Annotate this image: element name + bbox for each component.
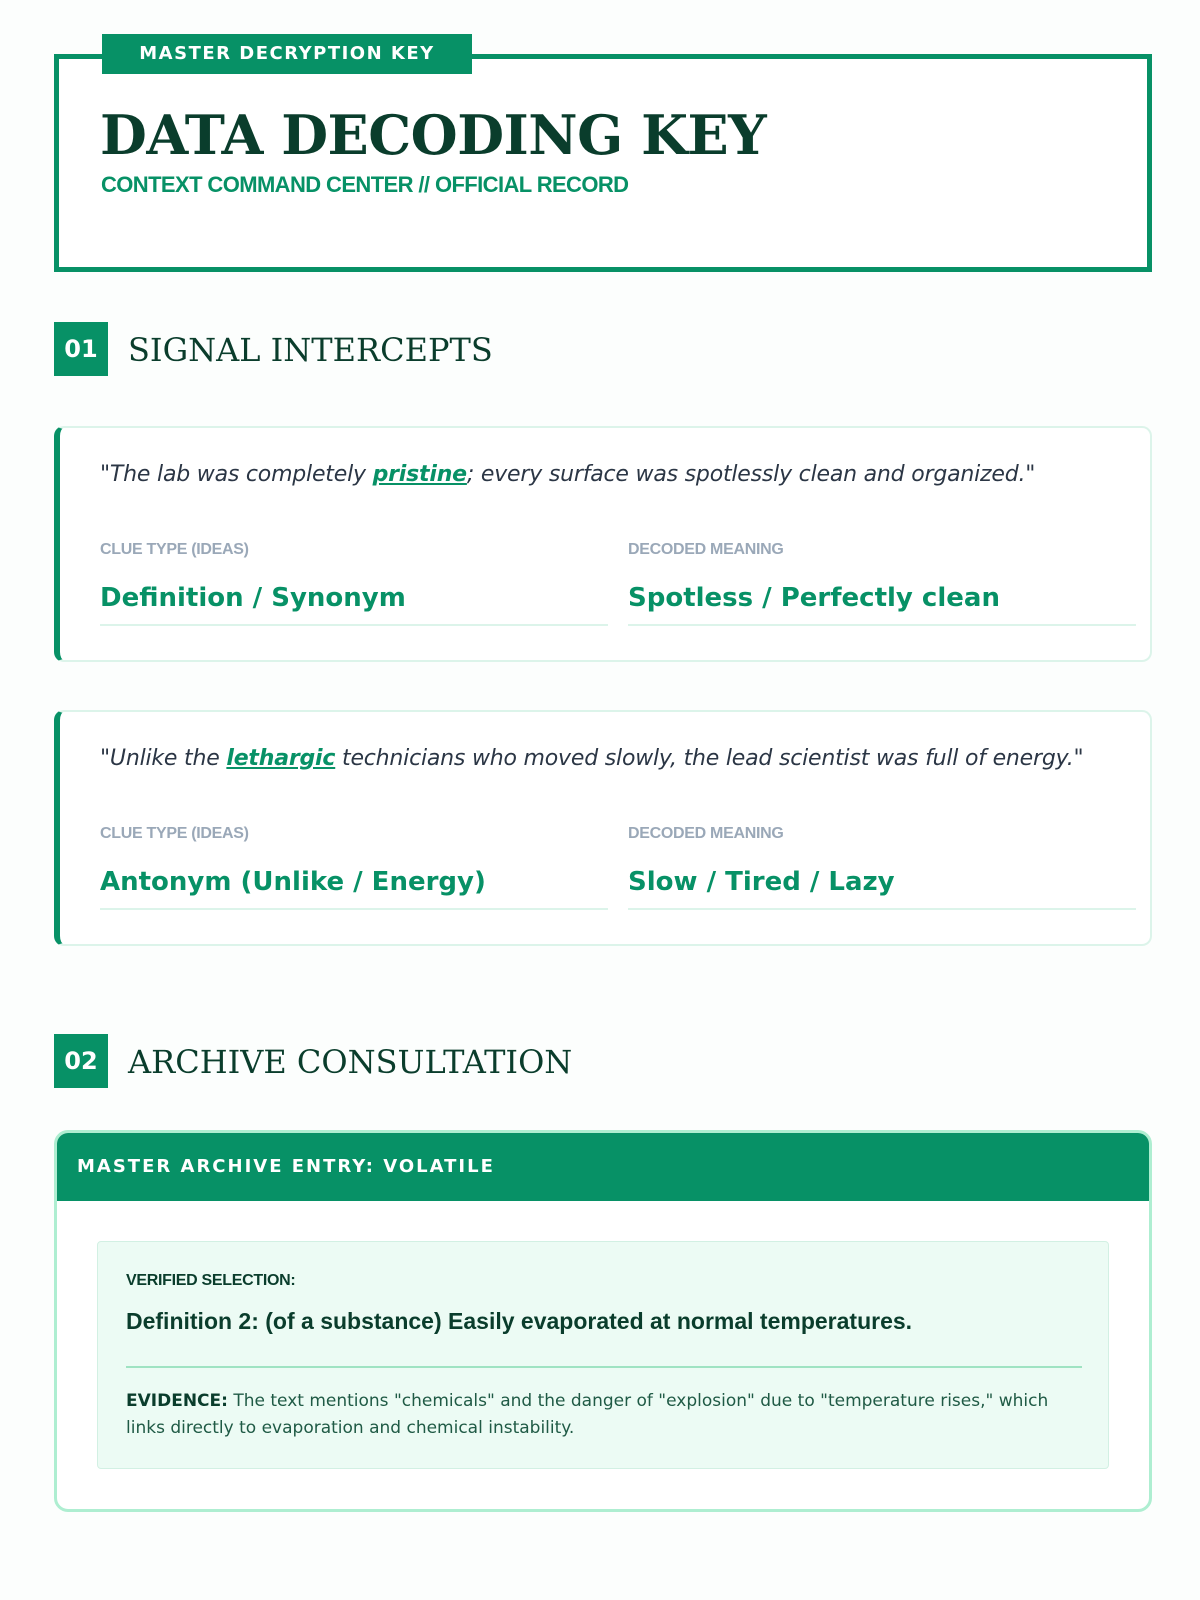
decoded-meaning-field: [628, 540, 1136, 626]
decoded-meaning-label: DECODED MEANING: [628, 825, 784, 842]
clue-type-field: [100, 540, 608, 626]
verified-selection-label: VERIFIED SELECTION:: [126, 1272, 296, 1289]
section-number-02: 02: [54, 1034, 108, 1088]
clue-type-label: CLUE TYPE (IDEAS): [100, 825, 249, 842]
clue-card: [54, 426, 1152, 662]
clue-quote: "The lab was completely pristine; every surface was spotlessly clean and organized.": [100, 462, 1036, 487]
clue-quote: "Unlike the lethargic technicians who moved slowly, the lead scientist was full of energy.": [100, 746, 1084, 771]
section-title-archive-consultation: ARCHIVE CONSULTATION: [128, 1043, 573, 1081]
clue-card: [54, 710, 1152, 946]
page-subtitle: CONTEXT COMMAND CENTER // OFFICIAL RECORD: [101, 172, 629, 197]
section-number-01: 01: [54, 322, 108, 376]
clue-type-value: Definition / Synonym: [100, 582, 608, 626]
clue-type-field: [100, 824, 608, 910]
clue-type-value: Antonym (Unlike / Energy): [100, 866, 608, 910]
header-tab-label: MASTER DECRYPTION KEY: [102, 34, 472, 74]
clue-type-label: CLUE TYPE (IDEAS): [100, 541, 249, 558]
decoded-meaning-value: Slow / Tired / Lazy: [628, 866, 1136, 910]
divider: [126, 1366, 1082, 1368]
archive-entry-header: MASTER ARCHIVE ENTRY: VOLATILE: [57, 1133, 1149, 1201]
decoded-meaning-field: [628, 824, 1136, 910]
verified-selection-box: [97, 1241, 1109, 1469]
evidence-text: EVIDENCE: The text mentions "chemicals" and the danger of "explosion" due to "temperature rises," which links directly to evaporation and chemical instability.: [126, 1391, 1049, 1438]
target-term: pristine: [372, 462, 467, 487]
section-title-signal-intercepts: SIGNAL INTERCEPTS: [128, 331, 493, 369]
verified-definition: Definition 2: (of a substance) Easily evaporated at normal temperatures.: [126, 1308, 913, 1334]
page-title: DATA DECODING KEY: [100, 103, 767, 167]
archive-entry-card: [54, 1130, 1152, 1512]
decoded-meaning-value: Spotless / Perfectly clean: [628, 582, 1136, 626]
decoded-meaning-label: DECODED MEANING: [628, 541, 784, 558]
evidence-label: EVIDENCE:: [126, 1391, 228, 1411]
target-term: lethargic: [226, 746, 336, 771]
